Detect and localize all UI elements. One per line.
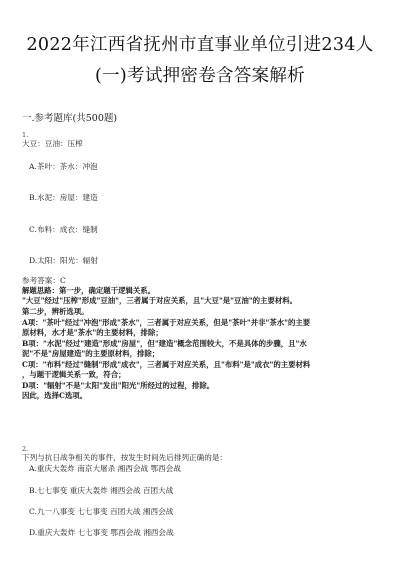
explanation-line: 因此，选择C选项。 bbox=[22, 391, 88, 400]
question-2-option-a: A.重庆大轰炸 南京大屠杀 湘西会战 鄂西会战 bbox=[29, 464, 181, 473]
explanation-line: C项："布料"经过"缝制"形成"成衣"，三者属于对应关系，且"布料"是"成衣"的主要材料 bbox=[22, 360, 311, 369]
question-2-option-d: D.重庆大轰炸 七七事变 鄂西会战 湘西会战 bbox=[29, 528, 174, 537]
section-title: 一.参考题库(共500题) bbox=[22, 113, 118, 124]
question-1-option-d: D.太阳：阳光：辐射 bbox=[29, 256, 98, 265]
question-2-stem: 下列与抗日战争相关的事件，按发生时间先后排列正确的是： bbox=[22, 453, 228, 462]
explanation-line: "大豆"经过"压榨"形成"豆油"，三者属于对应关系，且"大豆"是"豆油"的主要材料。 bbox=[22, 296, 298, 305]
question-2-number: 2. bbox=[22, 445, 29, 453]
document-title-line-2: (一)考试押密卷含答案解析 bbox=[94, 66, 306, 86]
explanation-line: 解题思路：第一步，确定题干逻辑关系。 bbox=[22, 286, 156, 295]
question-2-option-b: B.七七事变 重庆大轰炸 湘西会战 百团大战 bbox=[29, 486, 174, 495]
explanation-line: A项："茶叶"经过"冲泡"形成"茶水"，三者属于对应关系，但是"茶叶"并非"茶水"的主要 bbox=[22, 318, 311, 327]
explanation-line: 原材料，水才是"茶水"的主要材料，排除； bbox=[22, 328, 163, 337]
question-1-answer: 参考答案：C bbox=[22, 276, 66, 285]
explanation-line: 泥"不是"房屋建造"的主要原材料，排除； bbox=[22, 349, 160, 358]
question-1-option-c: C.布料：成衣：缝制 bbox=[29, 225, 98, 234]
question-1-option-a: A.茶叶：茶水：冲泡 bbox=[29, 162, 98, 171]
explanation-line: D项："辐射"不是"太阳"发出"阳光"所经过的过程，排除。 bbox=[22, 381, 215, 390]
document-title-line-1: 2022年江西省抚州市直事业单位引进234人 bbox=[26, 35, 374, 55]
explanation-line: 第二步，辨析选项。 bbox=[22, 307, 89, 316]
question-1-option-b: B.水泥：房屋：建造 bbox=[29, 193, 98, 202]
question-1-stem: 大豆：豆油：压榨 bbox=[22, 139, 83, 148]
question-2-option-c: C.九一八事变 七七事变 百团大战 湘西会战 bbox=[29, 507, 174, 516]
explanation-line: B项："水泥"经过"建造"形成"房屋"，但"建造"概念范围较大，不是具体的步骤，且"水 bbox=[22, 339, 307, 348]
question-1-number: 1. bbox=[22, 131, 29, 139]
explanation-line: ，与题干逻辑关系一致，符合； bbox=[22, 370, 126, 379]
